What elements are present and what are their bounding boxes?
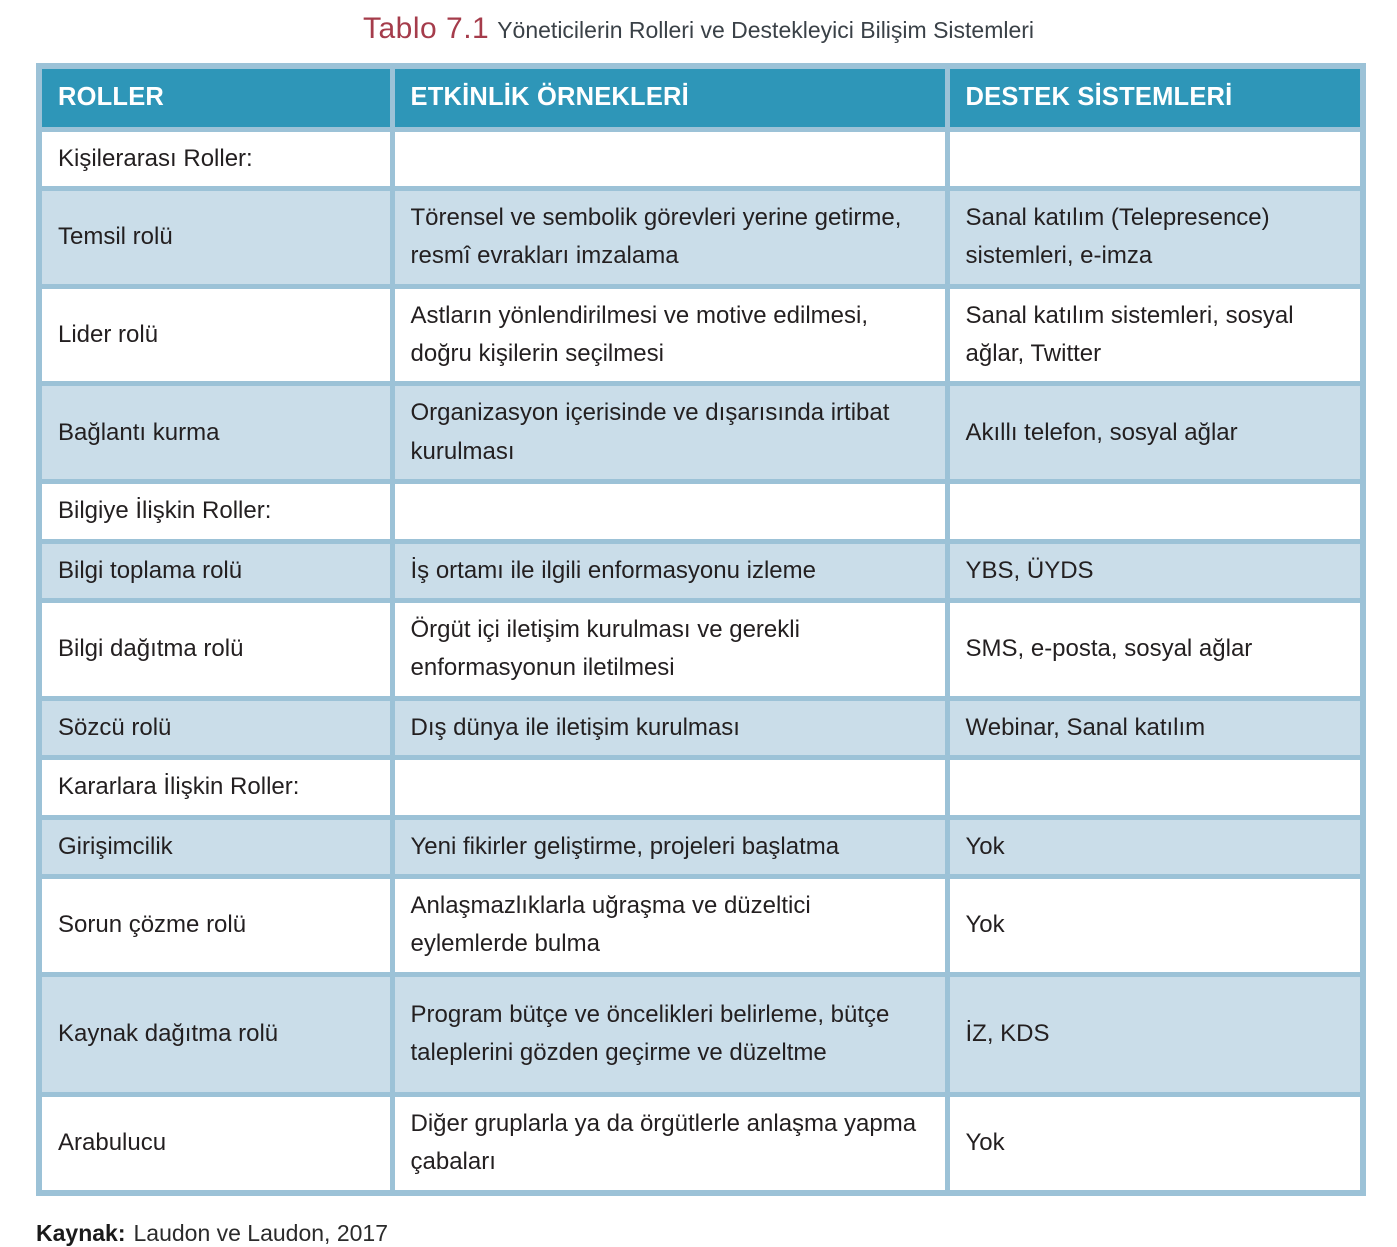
cell-activity: Örgüt içi iletişim kurulması ve gerekli enformasyonun iletilmesi — [392, 601, 947, 699]
table-row — [39, 974, 1363, 1094]
cell-role: Bilgiye İlişkin Roller: — [39, 482, 392, 541]
table-row — [39, 758, 1363, 817]
cell-role: Sorun çözme rolü — [39, 876, 392, 974]
cell-role: Kişilerarası Roller: — [39, 129, 392, 188]
table-row — [39, 129, 1363, 188]
table-row — [39, 1094, 1363, 1192]
cell-role: Lider rolü — [39, 286, 392, 384]
table-row — [39, 541, 1363, 600]
cell-activity: Törensel ve sembolik görevleri yerine getirme, resmî evrakları imzalama — [392, 188, 947, 286]
cell-activity: Anlaşmazlıklarla uğraşma ve düzeltici eylemlerde bulma — [392, 876, 947, 974]
cell-systems — [947, 758, 1363, 817]
cell-systems: Yok — [947, 1094, 1363, 1192]
cell-role: Kaynak dağıtma rolü — [39, 974, 392, 1094]
cell-role: Girişimcilik — [39, 817, 392, 876]
table-row — [39, 482, 1363, 541]
cell-activity — [392, 758, 947, 817]
cell-systems: YBS, ÜYDS — [947, 541, 1363, 600]
table-row — [39, 876, 1363, 974]
cell-role: Sözcü rolü — [39, 698, 392, 757]
cell-systems — [947, 129, 1363, 188]
table-number: Tablo 7.1 — [362, 12, 490, 45]
cell-activity: İş ortamı ile ilgili enformasyonu izleme — [392, 541, 947, 600]
cell-activity: Organizasyon içerisinde ve dışarısında irtibat kurulması — [392, 384, 947, 482]
cell-role: Arabulucu — [39, 1094, 392, 1192]
cell-systems: Yok — [947, 876, 1363, 974]
cell-role: Temsil rolü — [39, 188, 392, 286]
cell-role: Bilgi toplama rolü — [39, 541, 392, 600]
source-label: Kaynak: — [36, 1219, 126, 1246]
table-row — [39, 188, 1363, 286]
table-row — [39, 817, 1363, 876]
column-header-etkinlik: ETKİNLİK ÖRNEKLERİ — [392, 66, 947, 129]
cell-activity: Diğer gruplarla ya da örgütlerle anlaşma yapma çabaları — [392, 1094, 947, 1192]
table-title — [0, 0, 1397, 46]
cell-activity: Dış dünya ile iletişim kurulması — [392, 698, 947, 757]
cell-systems: Yok — [947, 817, 1363, 876]
table-row — [39, 384, 1363, 482]
cell-systems: SMS, e-posta, sosyal ağlar — [947, 601, 1363, 699]
column-header-destek: DESTEK SİSTEMLERİ — [947, 66, 1363, 129]
table-row — [39, 286, 1363, 384]
source-text: Laudon ve Laudon, 2017 — [133, 1219, 389, 1246]
cell-activity: Astların yönlendirilmesi ve motive edilmesi, doğru kişilerin seçilmesi — [392, 286, 947, 384]
cell-role: Kararlara İlişkin Roller: — [39, 758, 392, 817]
header-row — [39, 66, 1363, 129]
table-row — [39, 698, 1363, 757]
table-row — [39, 601, 1363, 699]
source-note — [36, 1220, 1397, 1247]
table-caption: Yöneticilerin Rolleri ve Destekleyici Bilişim Sistemleri — [497, 17, 1035, 43]
cell-activity: Program bütçe ve öncelikleri belirleme, bütçe taleplerini gözden geçirme ve düzeltme — [392, 974, 947, 1094]
cell-systems: Sanal katılım sistemleri, sosyal ağlar, Twitter — [947, 286, 1363, 384]
cell-activity — [392, 482, 947, 541]
column-header-roller: ROLLER — [39, 66, 392, 129]
cell-role: Bağlantı kurma — [39, 384, 392, 482]
cell-systems — [947, 482, 1363, 541]
cell-systems: İZ, KDS — [947, 974, 1363, 1094]
cell-systems: Akıllı telefon, sosyal ağlar — [947, 384, 1363, 482]
cell-activity — [392, 129, 947, 188]
cell-role: Bilgi dağıtma rolü — [39, 601, 392, 699]
cell-systems: Sanal katılım (Telepresence) sistemleri, e-imza — [947, 188, 1363, 286]
cell-activity: Yeni fikirler geliştirme, projeleri başlatma — [392, 817, 947, 876]
cell-systems: Webinar, Sanal katılım — [947, 698, 1363, 757]
roles-table — [36, 63, 1366, 1196]
